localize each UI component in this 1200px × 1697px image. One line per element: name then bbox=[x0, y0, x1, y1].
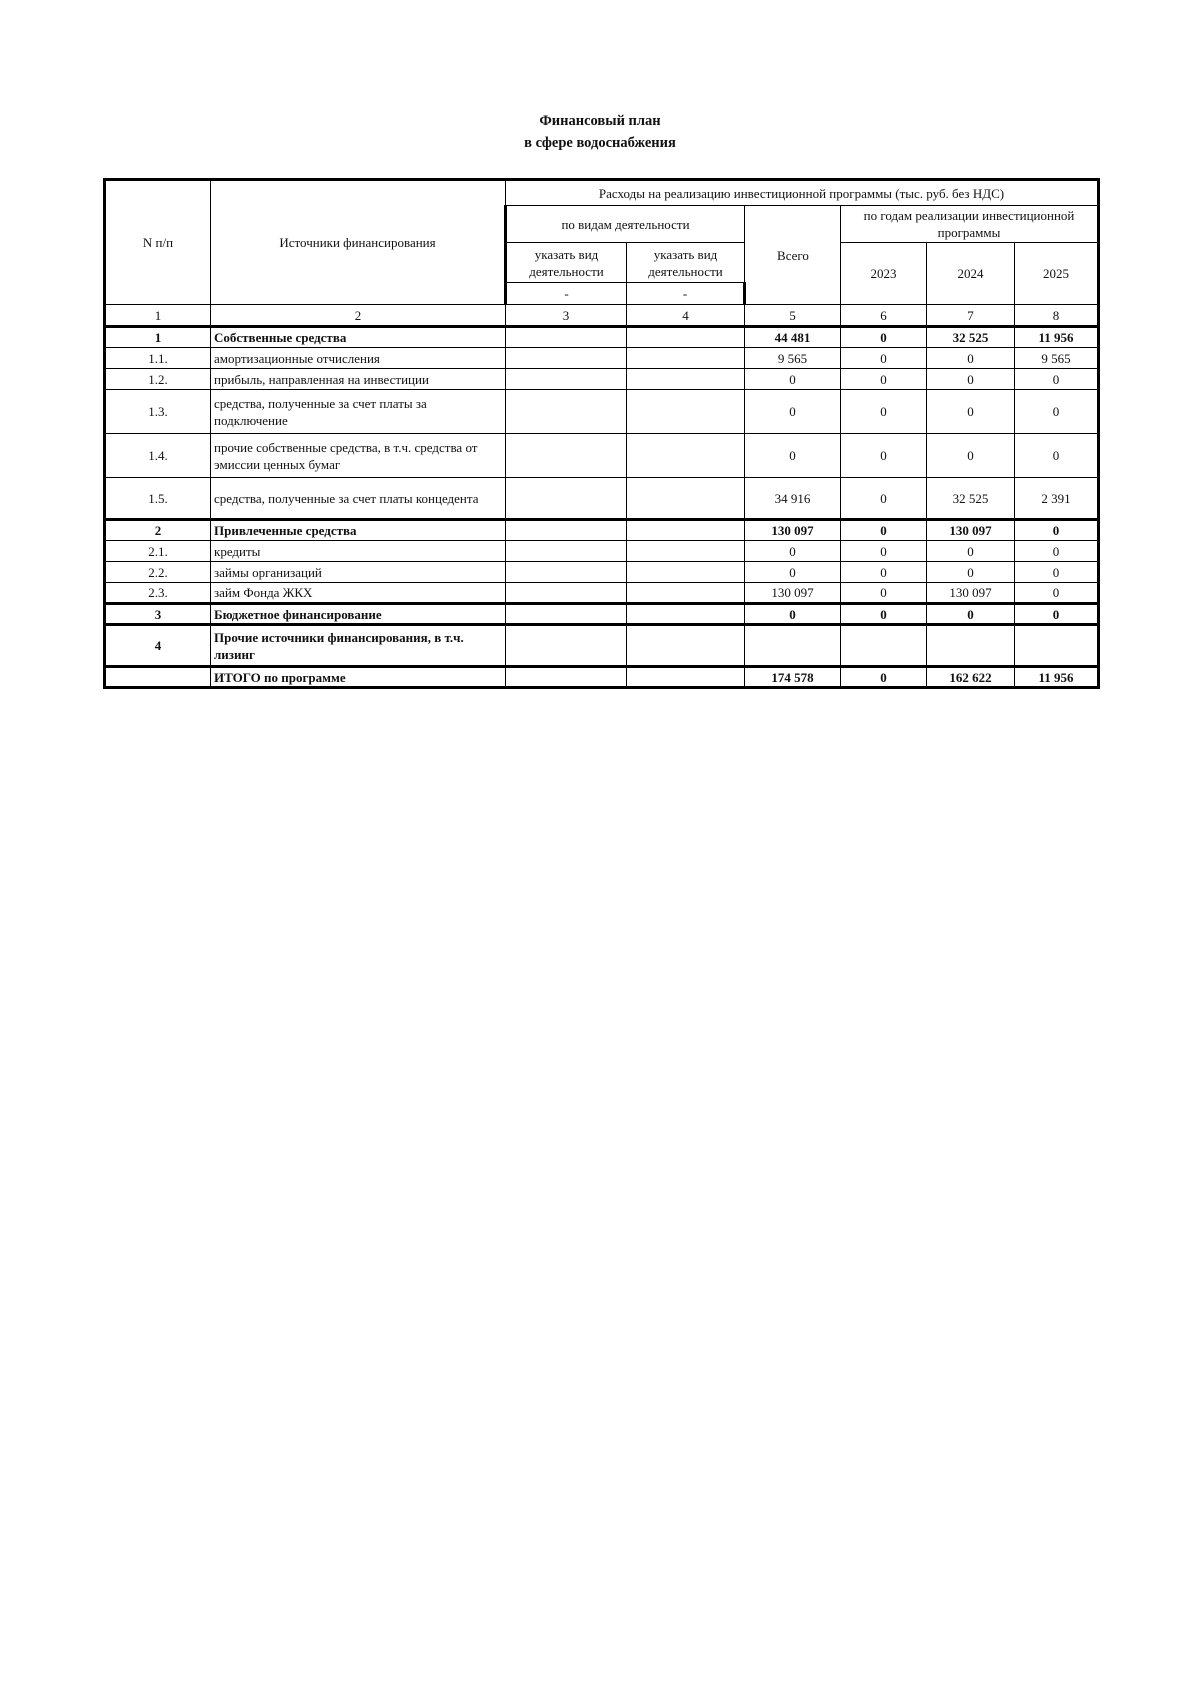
row-2025: 0 bbox=[1015, 541, 1099, 562]
row-activity-2 bbox=[627, 562, 745, 583]
header-year-2024: 2024 bbox=[927, 243, 1015, 305]
row-total: 130 097 bbox=[745, 520, 841, 541]
table-row bbox=[105, 583, 1099, 604]
row-source-name: займ Фонда ЖКХ bbox=[211, 583, 506, 604]
table-row bbox=[105, 434, 1099, 478]
table-row bbox=[105, 478, 1099, 520]
row-source-name: кредиты bbox=[211, 541, 506, 562]
table-row bbox=[105, 520, 1099, 541]
column-numbers-row bbox=[105, 305, 1099, 327]
row-total: 0 bbox=[745, 434, 841, 478]
header-activity-1-value: - bbox=[506, 283, 627, 305]
header-year-2025: 2025 bbox=[1015, 243, 1099, 305]
header-year-2023: 2023 bbox=[841, 243, 927, 305]
table-row bbox=[105, 625, 1099, 667]
col-number: 3 bbox=[506, 305, 627, 327]
row-2025: 11 956 bbox=[1015, 667, 1099, 688]
row-source-name: амортизационные отчисления bbox=[211, 348, 506, 369]
row-2025: 0 bbox=[1015, 562, 1099, 583]
financial-plan-table bbox=[103, 178, 1100, 689]
row-total: 0 bbox=[745, 541, 841, 562]
row-2025: 0 bbox=[1015, 583, 1099, 604]
row-2024: 0 bbox=[927, 541, 1015, 562]
col-number: 1 bbox=[105, 305, 211, 327]
row-source-name: Бюджетное финансирование bbox=[211, 604, 506, 625]
row-2023: 0 bbox=[841, 348, 927, 369]
row-2024: 32 525 bbox=[927, 327, 1015, 348]
row-2024: 130 097 bbox=[927, 520, 1015, 541]
row-source-name: прибыль, направленная на инвестиции bbox=[211, 369, 506, 390]
header-n-pp: N п/п bbox=[105, 180, 211, 305]
table-body bbox=[105, 327, 1099, 688]
col-number: 6 bbox=[841, 305, 927, 327]
row-2023: 0 bbox=[841, 667, 927, 688]
row-activity-2 bbox=[627, 478, 745, 520]
header-expenses: Расходы на реализацию инвестиционной программы (тыс. руб. без НДС) bbox=[506, 180, 1099, 206]
row-source-name: Прочие источники финансирования, в т.ч. лизинг bbox=[211, 625, 506, 667]
row-activity-1 bbox=[506, 562, 627, 583]
document-title bbox=[0, 110, 1200, 154]
row-source-name: средства, полученные за счет платы за подключение bbox=[211, 390, 506, 434]
row-2025: 9 565 bbox=[1015, 348, 1099, 369]
row-activity-1 bbox=[506, 434, 627, 478]
row-2023 bbox=[841, 625, 927, 667]
table-row bbox=[105, 348, 1099, 369]
row-activity-1 bbox=[506, 604, 627, 625]
row-number: 1.3. bbox=[105, 390, 211, 434]
row-2025: 0 bbox=[1015, 434, 1099, 478]
row-number: 1.5. bbox=[105, 478, 211, 520]
header-by-years: по годам реализации инвестиционной программы bbox=[841, 206, 1099, 243]
table-row bbox=[105, 369, 1099, 390]
title-line-2: в сфере водоснабжения bbox=[524, 135, 676, 151]
header-activity-1: указать вид деятельности bbox=[506, 243, 627, 283]
row-2025: 0 bbox=[1015, 369, 1099, 390]
row-total: 0 bbox=[745, 604, 841, 625]
row-2024: 32 525 bbox=[927, 478, 1015, 520]
row-2025: 2 391 bbox=[1015, 478, 1099, 520]
row-2023: 0 bbox=[841, 583, 927, 604]
row-2024: 130 097 bbox=[927, 583, 1015, 604]
row-2023: 0 bbox=[841, 604, 927, 625]
row-activity-2 bbox=[627, 667, 745, 688]
row-total: 0 bbox=[745, 390, 841, 434]
row-activity-2 bbox=[627, 604, 745, 625]
row-activity-1 bbox=[506, 478, 627, 520]
row-2024: 0 bbox=[927, 604, 1015, 625]
row-2025: 0 bbox=[1015, 520, 1099, 541]
row-number: 1 bbox=[105, 327, 211, 348]
row-activity-2 bbox=[627, 369, 745, 390]
row-source-name: займы организаций bbox=[211, 562, 506, 583]
row-number: 1.2. bbox=[105, 369, 211, 390]
row-2023: 0 bbox=[841, 541, 927, 562]
row-number: 2 bbox=[105, 520, 211, 541]
header-activity-2-value: - bbox=[627, 283, 745, 305]
table-header bbox=[105, 180, 1099, 327]
table-row bbox=[105, 562, 1099, 583]
row-total: 174 578 bbox=[745, 667, 841, 688]
row-activity-1 bbox=[506, 667, 627, 688]
table-row bbox=[105, 667, 1099, 688]
row-number: 4 bbox=[105, 625, 211, 667]
row-2023: 0 bbox=[841, 369, 927, 390]
row-2024 bbox=[927, 625, 1015, 667]
row-activity-1 bbox=[506, 327, 627, 348]
row-source-name: ИТОГО по программе bbox=[211, 667, 506, 688]
row-total: 34 916 bbox=[745, 478, 841, 520]
row-2023: 0 bbox=[841, 434, 927, 478]
title-line-1: Финансовый план bbox=[539, 113, 661, 129]
row-2023: 0 bbox=[841, 562, 927, 583]
col-number: 4 bbox=[627, 305, 745, 327]
row-activity-1 bbox=[506, 625, 627, 667]
table-row bbox=[105, 541, 1099, 562]
col-number: 2 bbox=[211, 305, 506, 327]
row-2023: 0 bbox=[841, 520, 927, 541]
row-number: 1.4. bbox=[105, 434, 211, 478]
row-2024: 0 bbox=[927, 434, 1015, 478]
row-total: 9 565 bbox=[745, 348, 841, 369]
row-activity-2 bbox=[627, 541, 745, 562]
row-source-name: прочие собственные средства, в т.ч. средства от эмиссии ценных бумаг bbox=[211, 434, 506, 478]
row-2023: 0 bbox=[841, 478, 927, 520]
row-2025: 0 bbox=[1015, 390, 1099, 434]
col-number: 8 bbox=[1015, 305, 1099, 327]
row-total bbox=[745, 625, 841, 667]
row-activity-1 bbox=[506, 348, 627, 369]
row-activity-2 bbox=[627, 434, 745, 478]
row-source-name: средства, полученные за счет платы концедента bbox=[211, 478, 506, 520]
row-activity-1 bbox=[506, 390, 627, 434]
row-activity-1 bbox=[506, 541, 627, 562]
header-by-activity: по видам деятельности bbox=[506, 206, 745, 243]
row-activity-1 bbox=[506, 583, 627, 604]
row-2024: 0 bbox=[927, 369, 1015, 390]
row-2025 bbox=[1015, 625, 1099, 667]
row-activity-2 bbox=[627, 390, 745, 434]
row-number: 2.1. bbox=[105, 541, 211, 562]
row-2025: 0 bbox=[1015, 604, 1099, 625]
row-2024: 0 bbox=[927, 562, 1015, 583]
row-activity-2 bbox=[627, 625, 745, 667]
row-activity-2 bbox=[627, 520, 745, 541]
row-activity-2 bbox=[627, 327, 745, 348]
row-number: 3 bbox=[105, 604, 211, 625]
row-2025: 11 956 bbox=[1015, 327, 1099, 348]
row-2024: 162 622 bbox=[927, 667, 1015, 688]
row-source-name: Собственные средства bbox=[211, 327, 506, 348]
row-total: 44 481 bbox=[745, 327, 841, 348]
row-activity-1 bbox=[506, 369, 627, 390]
table-row bbox=[105, 390, 1099, 434]
row-2023: 0 bbox=[841, 390, 927, 434]
header-total: Всего bbox=[745, 206, 841, 305]
header-activity-2: указать вид деятельности bbox=[627, 243, 745, 283]
row-number: 1.1. bbox=[105, 348, 211, 369]
row-total: 130 097 bbox=[745, 583, 841, 604]
table-row bbox=[105, 327, 1099, 348]
row-number bbox=[105, 667, 211, 688]
row-activity-2 bbox=[627, 583, 745, 604]
col-number: 7 bbox=[927, 305, 1015, 327]
col-number: 5 bbox=[745, 305, 841, 327]
row-number: 2.3. bbox=[105, 583, 211, 604]
header-sources: Источники финансирования bbox=[211, 180, 506, 305]
row-activity-1 bbox=[506, 520, 627, 541]
row-total: 0 bbox=[745, 562, 841, 583]
row-2024: 0 bbox=[927, 390, 1015, 434]
row-total: 0 bbox=[745, 369, 841, 390]
row-number: 2.2. bbox=[105, 562, 211, 583]
row-activity-2 bbox=[627, 348, 745, 369]
row-source-name: Привлеченные средства bbox=[211, 520, 506, 541]
table-row bbox=[105, 604, 1099, 625]
row-2023: 0 bbox=[841, 327, 927, 348]
row-2024: 0 bbox=[927, 348, 1015, 369]
